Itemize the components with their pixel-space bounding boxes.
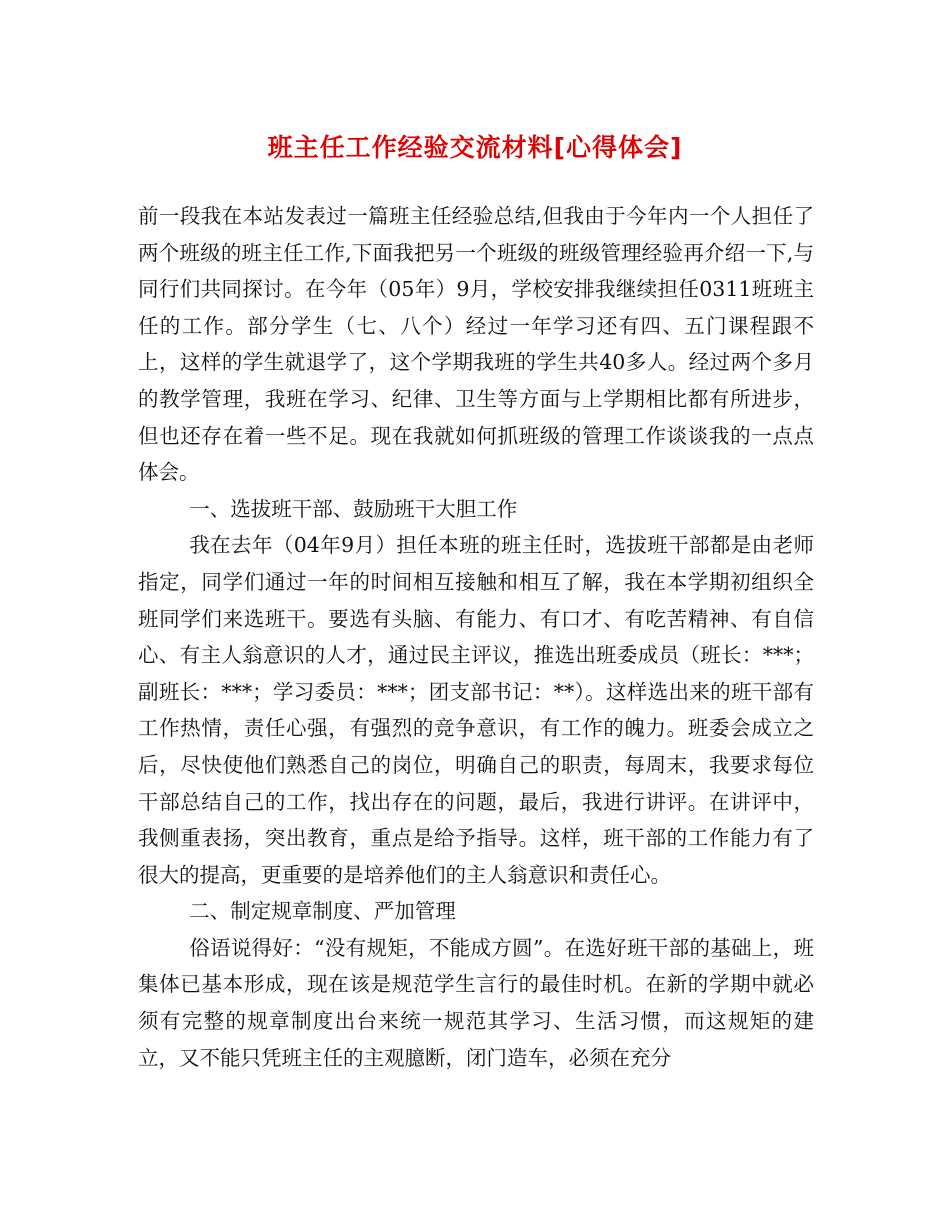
section-2-paragraph: 俗语说得好：“没有规矩，不能成方圆”。在选好班干部的基础上，班集体已基本形成，现在该是规范学生言行的最佳时机。在新的学期中就必须有完整的规章制度出台来统一规范其学习、生活习惯，而这规矩的建立，又不能只凭班主任的主观臆断，闭门造车，必须在充分 (138, 935, 814, 1070)
document-title: 班主任工作经验交流材料[心得体会] (267, 133, 683, 162)
section-heading-1: 一、选拔班干部、鼓励班干大胆工作 (189, 496, 518, 521)
section-heading-2: 二、制定规章制度、严加管理 (189, 899, 456, 924)
document-body (138, 198, 814, 1076)
section-1-paragraph: 我在去年（04年9月）担任本班的班主任时，选拔班干部都是由老师指定，同学们通过一年的时间相互接触和相互了解，我在本学期初组织全班同学们来选班干。要选有头脑、有能力、有口才、有吃苦精神、有自信心、有主人翁意识的人才，通过民主评议，推选出班委成员（班长：***；副班长：***；学习委员：***；团支部书记：**）。这样选出来的班干部有工作热情，责任心强，有强烈的竞争意识，有工作的魄力。班委会成立之后，尽快使他们熟悉自己的岗位，明确自己的职责，每周末，我要求每位干部总结自己的工作，找出存在的问题，最后，我进行讲评。在讲评中，我侧重表扬，突出教育，重点是给予指导。这样，班干部的工作能力有了很大的提高，更重要的是培养他们的主人翁意识和责任心。 (138, 533, 814, 887)
intro-paragraph: 前一段我在本站发表过一篇班主任经验总结,但我由于今年内一个人担任了两个班级的班主任工作,下面我把另一个班级的班级管理经验再介绍一下,与同行们共同探讨。在今年（05年）9月，学校安排我继续担任0311班班主任的工作。部分学生（七、八个）经过一年学习还有四、五门课程跟不上，这样的学生就退学了，这个学期我班的学生共40多人。经过两个多月的教学管理，我班在学习、纪律、卫生等方面与上学期相比都有所进步，但也还存在着一些不足。现在我就如何抓班级的管理工作谈谈我的一点点体会。 (138, 204, 814, 485)
